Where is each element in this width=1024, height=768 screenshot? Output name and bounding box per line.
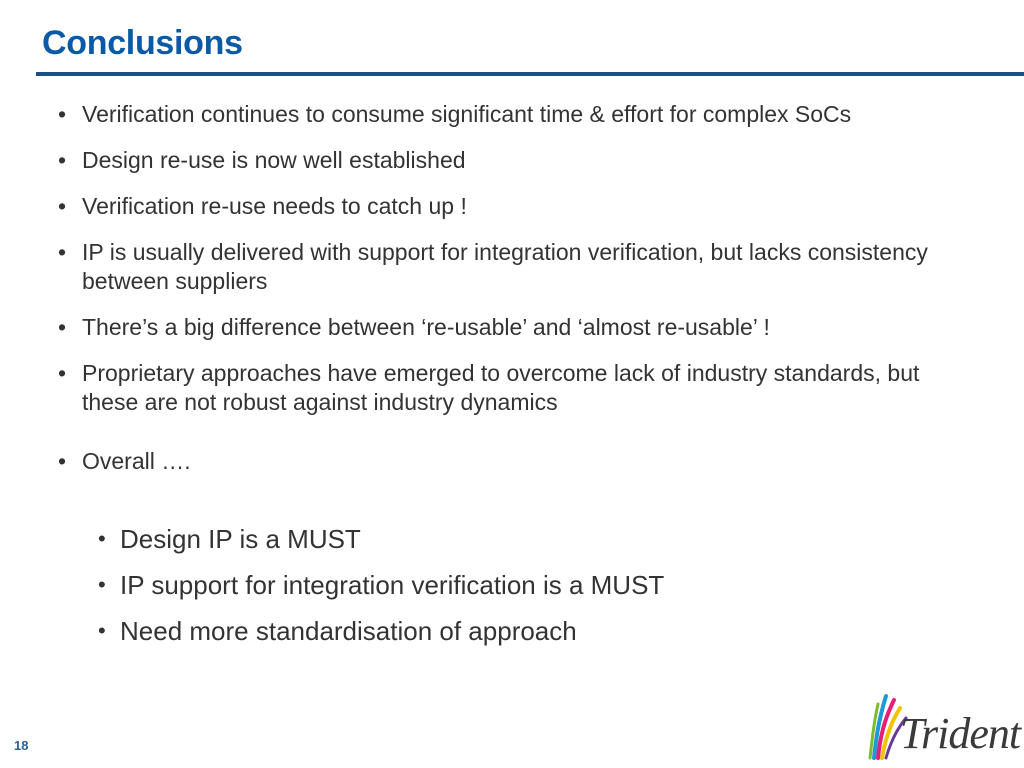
sub-bullet-item: • Design IP is a MUST [94,523,974,555]
page-title: Conclusions [42,24,243,62]
sub-bullet-item: • IP support for integration verification is a MUST [94,569,974,601]
logo-text: Trident [900,709,1021,758]
sub-bullet-item: • Need more standardisation of approach [94,615,974,647]
bullet-item: • Overall …. [54,447,974,476]
bullet-item: • Verification re-use needs to catch up ! [54,192,974,221]
trident-logo [860,690,1020,762]
sub-bullet-list [94,523,974,661]
bullet-list [54,100,974,488]
bullet-item: • There’s a big difference between ‘re-usable’ and ‘almost re-usable’ ! [54,313,974,342]
title-divider [36,72,1024,76]
bullet-item: • IP is usually delivered with support for integration verification, but lacks consistency between suppliers [54,238,974,296]
bullet-item: • Verification continues to consume significant time & effort for complex SoCs [54,100,974,129]
page-number: 18 [14,738,29,753]
bullet-item: • Design re-use is now well established [54,146,974,175]
bullet-item: • Proprietary approaches have emerged to overcome lack of industry standards, but these are not robust against industry dynamics [54,359,974,417]
